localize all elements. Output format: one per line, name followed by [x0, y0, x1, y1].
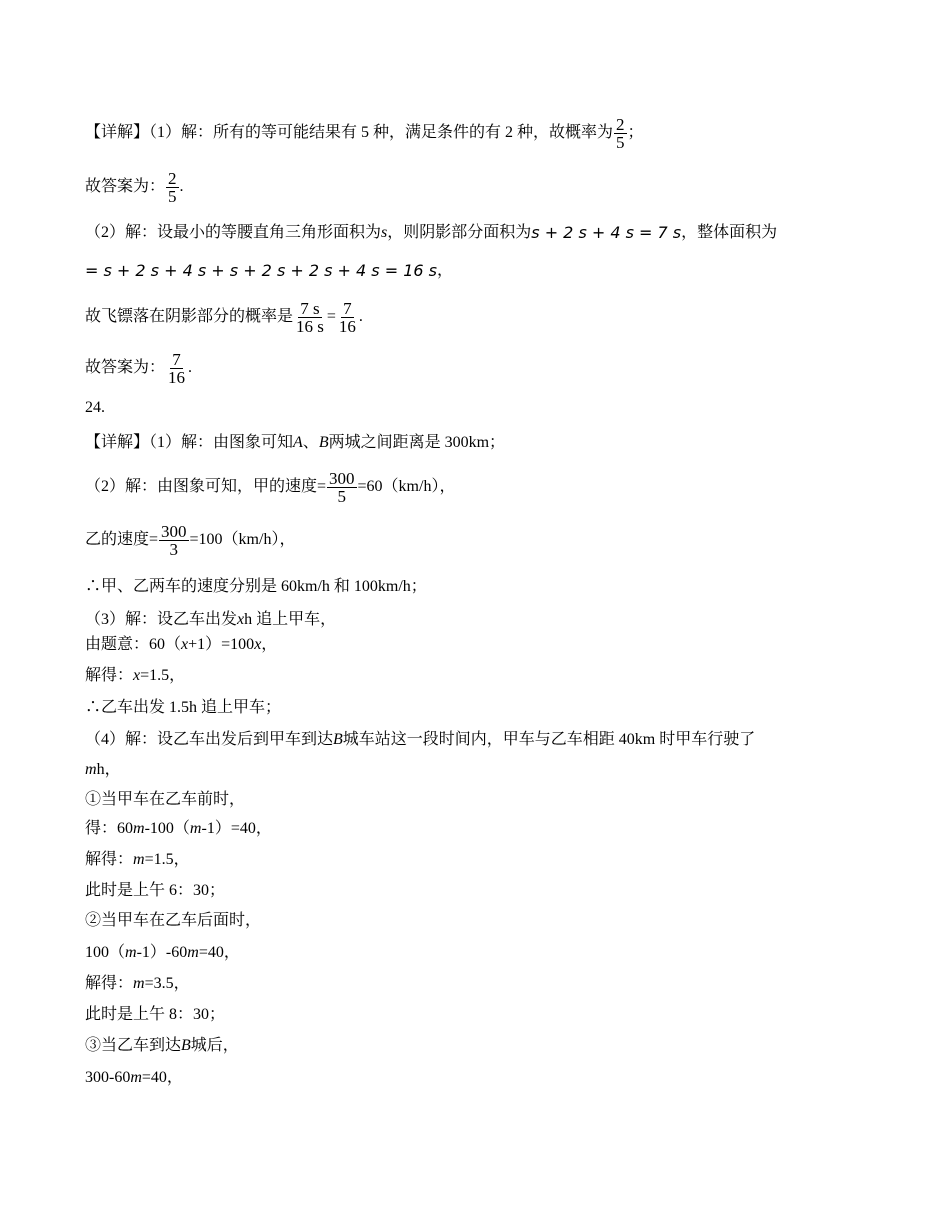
- math-variable: m: [189, 820, 202, 837]
- text-segment: （4）解：设乙车出发后到甲车到达: [85, 731, 334, 748]
- text-line: [85, 633, 277, 657]
- text-line: [85, 664, 185, 688]
- numerator: 300: [161, 521, 187, 541]
- text-segment: -100（: [144, 820, 190, 837]
- text-segment: =100（km/h），: [189, 531, 296, 548]
- text-line: [85, 298, 363, 336]
- fraction: [337, 300, 358, 335]
- text-segment: 乙的速度=: [85, 531, 159, 548]
- text-segment: （3）解：设乙车出发: [85, 611, 238, 628]
- math-variable: m: [133, 975, 145, 992]
- fraction: [166, 351, 187, 386]
- math-variable: m: [125, 944, 137, 961]
- denominator: 3: [169, 539, 179, 559]
- text-segment: 解得：: [85, 851, 134, 868]
- text-segment: ②当甲车在乙车后面时，: [85, 912, 262, 929]
- fraction: [294, 300, 326, 335]
- math-variable: B: [181, 1037, 191, 1054]
- math-variable: B: [333, 731, 343, 748]
- fraction: [159, 523, 189, 558]
- text-segment: 解得：: [85, 975, 134, 992]
- text-segment: 、: [302, 434, 319, 451]
- math-variable: B: [318, 434, 329, 451]
- math-variable: A: [293, 434, 303, 451]
- math-variable: = s + 2 s + 4 s + s + 2 s + 2 s + 4 s = 16 s: [85, 261, 437, 280]
- text-segment: ③当乙车到达: [85, 1037, 182, 1054]
- text-segment: h，: [96, 761, 121, 778]
- denominator: 5: [616, 132, 625, 152]
- text-segment: ，: [261, 636, 278, 653]
- text-line: [85, 521, 296, 559]
- text-segment: -1）=40，: [201, 820, 272, 837]
- text-segment: =60（km/h），: [357, 478, 456, 495]
- text-line: [85, 1034, 239, 1058]
- text-segment: 城后，: [190, 1037, 239, 1054]
- text-segment: （2）解：由图象可知，甲的速度=: [85, 478, 327, 495]
- text-segment: h 追上甲车，: [244, 611, 337, 628]
- math-variable: x: [237, 611, 245, 628]
- text-line: [85, 468, 456, 506]
- denominator: 5: [168, 186, 177, 206]
- math-variable: m: [133, 820, 145, 837]
- math-variable: s + 2 s + 4 s = 7 s: [531, 223, 682, 242]
- text-segment: 城车站这一段时间内，甲车与乙车相距 40km 时甲车行驶了: [342, 731, 756, 748]
- text-line: [85, 941, 240, 965]
- numerator: 2: [168, 168, 177, 188]
- text-segment: ∴乙车出发 1.5h 追上甲车；: [85, 699, 282, 716]
- text-segment: =40，: [198, 944, 240, 961]
- text-segment: 得：60: [85, 820, 134, 837]
- text-segment: =: [326, 308, 336, 325]
- text-line: [85, 758, 121, 782]
- text-segment: 由题意：60（: [85, 636, 182, 653]
- text-line: [85, 168, 184, 206]
- denominator: 5: [337, 486, 347, 506]
- text-line: [85, 221, 777, 245]
- text-segment: ，则阴影部分面积为: [387, 224, 532, 241]
- text-segment: .: [179, 178, 184, 195]
- text-segment: 100（: [85, 944, 126, 961]
- text-line: [85, 259, 453, 283]
- text-segment: 24.: [85, 399, 105, 416]
- numerator: 7: [343, 298, 352, 318]
- text-line: [85, 728, 755, 752]
- math-variable: s: [381, 224, 388, 241]
- text-segment: =40，: [141, 1069, 183, 1086]
- text-line: [85, 431, 505, 455]
- denominator: 16: [168, 367, 186, 387]
- text-segment: 此时是上午 8：30；: [85, 1006, 226, 1023]
- denominator: 16 s: [296, 316, 324, 336]
- denominator: 16: [338, 316, 356, 336]
- text-segment: 300-60: [85, 1069, 131, 1086]
- text-line: [85, 909, 261, 933]
- text-segment: =3.5，: [144, 975, 190, 992]
- text-segment: 故答案为：: [85, 359, 166, 376]
- math-variable: m: [130, 1069, 142, 1086]
- fraction: [166, 170, 179, 205]
- text-segment: 两城之间距离是 300km；: [328, 434, 506, 451]
- fraction: [327, 470, 357, 505]
- math-variable: x: [181, 636, 189, 653]
- text-segment: =1.5，: [144, 851, 190, 868]
- text-line: [85, 608, 336, 632]
- text-line: [85, 1066, 183, 1090]
- text-segment: ，整体面积为: [681, 224, 778, 241]
- text-line: [85, 396, 105, 420]
- numerator: 7: [172, 349, 181, 369]
- text-segment: ；: [627, 124, 644, 141]
- math-variable: m: [133, 851, 145, 868]
- fraction: [614, 116, 627, 151]
- text-segment: ①当甲车在乙车前时，: [85, 791, 246, 808]
- text-line: [85, 575, 427, 599]
- numerator: 7 s: [300, 298, 320, 318]
- text-segment: 解得：: [85, 667, 134, 684]
- text-line: [85, 788, 245, 812]
- text-line: [85, 879, 225, 903]
- text-segment: ，: [437, 262, 454, 279]
- text-segment: -1）-60: [136, 944, 188, 961]
- numerator: 300: [329, 468, 355, 488]
- math-variable: m: [85, 761, 97, 778]
- math-variable: m: [187, 944, 199, 961]
- text-segment: 此时是上午 6：30；: [85, 882, 226, 899]
- text-line: [85, 1003, 225, 1027]
- text-segment: +1）=100: [188, 636, 255, 653]
- text-line: [85, 817, 272, 841]
- text-segment: 【详解】（1）解：由图象可知: [85, 434, 294, 451]
- text-line: [85, 696, 281, 720]
- numerator: 2: [616, 114, 625, 134]
- text-segment: （2）解：设最小的等腰直角三角形面积为: [85, 224, 382, 241]
- text-segment: .: [188, 359, 193, 376]
- math-variable: x: [133, 667, 141, 684]
- text-segment: 【详解】（1）解：所有的等可能结果有 5 种，满足条件的有 2 种，故概率为: [85, 124, 614, 141]
- text-segment: .: [358, 308, 363, 325]
- text-segment: ∴甲、乙两车的速度分别是 60km/h 和 100km/h；: [85, 578, 427, 595]
- text-line: [85, 349, 193, 387]
- text-segment: 故答案为：: [85, 178, 166, 195]
- math-variable: x: [254, 636, 262, 653]
- text-line: [85, 972, 190, 996]
- text-line: [85, 114, 644, 152]
- text-segment: 故飞镖落在阴影部分的概率是: [85, 308, 294, 325]
- text-segment: =1.5，: [140, 667, 186, 684]
- text-line: [85, 848, 190, 872]
